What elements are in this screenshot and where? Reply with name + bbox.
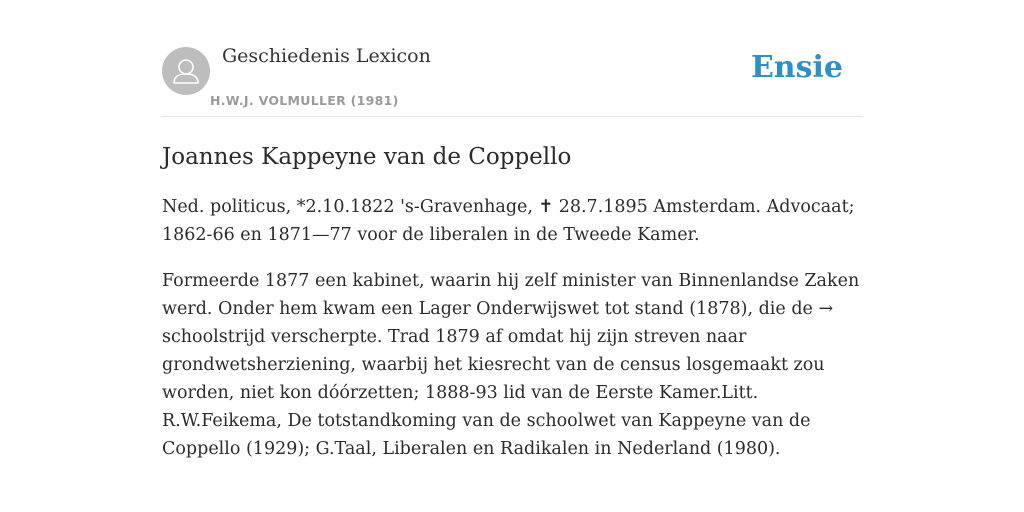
user-placeholder-icon (162, 47, 210, 95)
article-paragraph: Formeerde 1877 een kabinet, waarin hij zelf minister van Binnenlandse Zaken werd. Onder hem kwam een Lager Onderwijswet tot stand (1878), die de → schoolstrijd verscherpte. Trad 1879 af omdat hij zijn streven naar grondwetsherziening, waarbij het kiesrecht van de census losgemaakt zou worden, niet kon dóórzetten; 1888-93 lid van de Eerste Kamer.Litt. R.W.Feikema, De totstandkoming van de schoolwet van Kappeyne van de Coppello (1929); G.Taal, Liberalen en Radikalen in Nederland (1980). (162, 271, 860, 459)
source-title-link[interactable]: Geschiedenis Lexicon (222, 45, 431, 67)
brand-logo-link[interactable]: Ensie (750, 50, 843, 85)
source-author: H.W.J. VOLMULLER (1981) (210, 93, 399, 108)
avatar[interactable] (162, 47, 210, 95)
article-paragraph: Ned. politicus, *2.10.1822 's-Gravenhage, ✝ 28.7.1895 Amsterdam. Advocaat; 1862-66 en 1871—77 voor de liberalen in de Tweede Kamer. (162, 197, 855, 245)
page-title: Joannes Kappeyne van de Coppello (162, 144, 572, 170)
source-header (162, 0, 862, 117)
article-container (162, 0, 862, 463)
